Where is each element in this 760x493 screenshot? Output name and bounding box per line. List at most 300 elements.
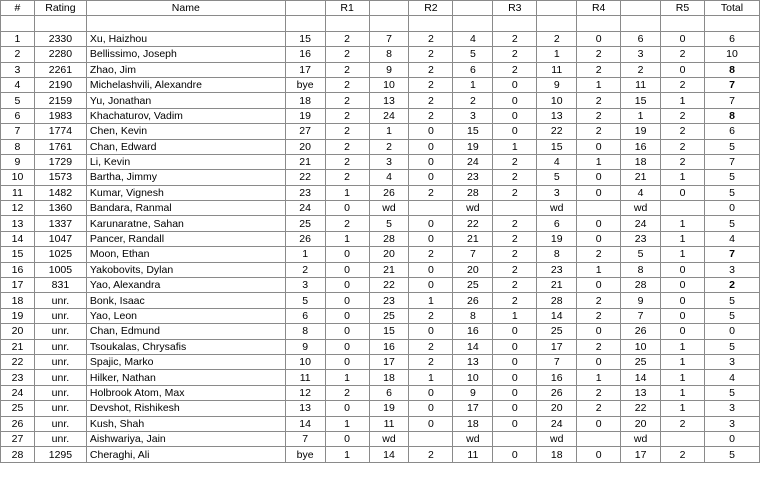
player-number-cell: 11 xyxy=(1,185,35,200)
total-cell: 0 xyxy=(704,324,759,339)
total-cell: 0 xyxy=(704,201,759,216)
r5-opponent-cell: 16 xyxy=(621,139,661,154)
rating-cell: unr. xyxy=(34,370,86,385)
player-name-cell: Kumar, Vignesh xyxy=(86,185,285,200)
r5-score-cell: 2 xyxy=(661,108,705,123)
table-row xyxy=(1,370,760,385)
r2-score-cell: 2 xyxy=(409,339,453,354)
r1-opponent-cell: 20 xyxy=(285,139,325,154)
table-row xyxy=(1,278,760,293)
r1-score-cell: 2 xyxy=(325,170,369,185)
player-number-cell: 24 xyxy=(1,385,35,400)
player-name-cell: Yao, Alexandra xyxy=(86,278,285,293)
r3-opponent-cell: 1 xyxy=(453,77,493,92)
r1-score-cell: 2 xyxy=(325,47,369,62)
r5-opponent-cell: 7 xyxy=(621,308,661,323)
total-cell: 0 xyxy=(704,431,759,446)
r5-score-cell: 2 xyxy=(661,447,705,462)
table-row xyxy=(1,247,760,262)
r5-opponent-cell: 22 xyxy=(621,401,661,416)
r5-score-cell: 0 xyxy=(661,185,705,200)
r3-opponent-cell: 24 xyxy=(453,154,493,169)
player-name-cell: Yu, Jonathan xyxy=(86,93,285,108)
r4-score-cell: 0 xyxy=(577,231,621,246)
player-name-cell: Bandara, Ranmal xyxy=(86,201,285,216)
player-name-cell: Kush, Shah xyxy=(86,416,285,431)
r5-opponent-cell: wd xyxy=(621,431,661,446)
r5-opponent-cell: 2 xyxy=(621,62,661,77)
table-row xyxy=(1,170,760,185)
player-number-cell: 27 xyxy=(1,431,35,446)
r3-opponent-cell: 7 xyxy=(453,247,493,262)
r3-opponent-cell: 26 xyxy=(453,293,493,308)
r2-opponent-cell: 28 xyxy=(369,231,409,246)
rating-cell: 1360 xyxy=(34,201,86,216)
player-number-cell: 8 xyxy=(1,139,35,154)
r1-score-cell: 1 xyxy=(325,447,369,462)
rating-cell: 1295 xyxy=(34,447,86,462)
r2-score-cell: 2 xyxy=(409,77,453,92)
r1-opponent-cell: 5 xyxy=(285,293,325,308)
player-number-cell: 17 xyxy=(1,278,35,293)
rating-cell: unr. xyxy=(34,354,86,369)
r5-opponent-cell: 11 xyxy=(621,77,661,92)
col-header-r1-opponent xyxy=(285,1,325,16)
r2-opponent-cell: 18 xyxy=(369,370,409,385)
table-row xyxy=(1,31,760,46)
player-number-cell: 4 xyxy=(1,77,35,92)
col-header-r3-opponent xyxy=(453,1,493,16)
player-name-cell: Bartha, Jimmy xyxy=(86,170,285,185)
r2-opponent-cell: 17 xyxy=(369,354,409,369)
r2-opponent-cell: 14 xyxy=(369,447,409,462)
table-row xyxy=(1,216,760,231)
r1-score-cell: 2 xyxy=(325,154,369,169)
total-cell: 6 xyxy=(704,31,759,46)
r4-score-cell: 0 xyxy=(577,216,621,231)
total-cell: 5 xyxy=(704,170,759,185)
r2-score-cell: 2 xyxy=(409,93,453,108)
table-row xyxy=(1,108,760,123)
r1-opponent-cell: 7 xyxy=(285,431,325,446)
r2-score-cell: 0 xyxy=(409,262,453,277)
table-row xyxy=(1,385,760,400)
r4-opponent-cell: wd xyxy=(537,431,577,446)
r2-score-cell: 0 xyxy=(409,401,453,416)
player-name-cell: Michelashvili, Alexandre xyxy=(86,77,285,92)
col-header-r5: R5 xyxy=(661,1,705,16)
r3-opponent-cell: 2 xyxy=(453,93,493,108)
player-name-cell: Chan, Edward xyxy=(86,139,285,154)
r2-opponent-cell: 3 xyxy=(369,154,409,169)
r4-opponent-cell: 5 xyxy=(537,170,577,185)
r5-opponent-cell: 10 xyxy=(621,339,661,354)
col-header-name: Name xyxy=(86,1,285,16)
player-number-cell: 16 xyxy=(1,262,35,277)
total-cell: 5 xyxy=(704,293,759,308)
r4-opponent-cell: 13 xyxy=(537,108,577,123)
total-cell: 4 xyxy=(704,231,759,246)
r2-opponent-cell: 23 xyxy=(369,293,409,308)
r2-opponent-cell: 6 xyxy=(369,385,409,400)
total-cell: 7 xyxy=(704,77,759,92)
r5-score-cell: 1 xyxy=(661,216,705,231)
r5-score-cell: 0 xyxy=(661,31,705,46)
player-name-cell: Tsoukalas, Chrysafis xyxy=(86,339,285,354)
r1-opponent-cell: 21 xyxy=(285,154,325,169)
r3-opponent-cell: 16 xyxy=(453,324,493,339)
r3-score-cell: 0 xyxy=(493,416,537,431)
col-header-r2: R2 xyxy=(409,1,453,16)
r2-opponent-cell: 13 xyxy=(369,93,409,108)
rating-cell: 831 xyxy=(34,278,86,293)
r5-score-cell: 1 xyxy=(661,354,705,369)
rating-cell: unr. xyxy=(34,293,86,308)
r4-opponent-cell: 18 xyxy=(537,447,577,462)
r4-score-cell: 0 xyxy=(577,447,621,462)
r1-opponent-cell: 16 xyxy=(285,47,325,62)
r2-opponent-cell: wd xyxy=(369,431,409,446)
table-row xyxy=(1,47,760,62)
r3-opponent-cell: 3 xyxy=(453,108,493,123)
r1-score-cell: 0 xyxy=(325,308,369,323)
r2-opponent-cell: 1 xyxy=(369,124,409,139)
r4-score-cell: 2 xyxy=(577,108,621,123)
r2-score-cell: 0 xyxy=(409,154,453,169)
r3-score-cell: 0 xyxy=(493,370,537,385)
table-row xyxy=(1,401,760,416)
r4-opponent-cell: 20 xyxy=(537,401,577,416)
r3-opponent-cell: 19 xyxy=(453,139,493,154)
total-cell: 7 xyxy=(704,93,759,108)
r3-score-cell: 2 xyxy=(493,293,537,308)
r2-score-cell: 2 xyxy=(409,47,453,62)
player-name-cell: Karunaratne, Sahan xyxy=(86,216,285,231)
table-row xyxy=(1,139,760,154)
player-name-cell: Aishwariya, Jain xyxy=(86,431,285,446)
r2-opponent-cell: 21 xyxy=(369,262,409,277)
table-row xyxy=(1,201,760,216)
r5-score-cell: 1 xyxy=(661,93,705,108)
r3-score-cell: 2 xyxy=(493,154,537,169)
r1-score-cell: 0 xyxy=(325,262,369,277)
r4-opponent-cell: 6 xyxy=(537,216,577,231)
r3-score-cell: 0 xyxy=(493,108,537,123)
total-cell: 10 xyxy=(704,47,759,62)
r4-opponent-cell: 1 xyxy=(537,47,577,62)
r2-score-cell: 0 xyxy=(409,278,453,293)
r1-opponent-cell: 22 xyxy=(285,170,325,185)
r3-score-cell: 2 xyxy=(493,231,537,246)
r1-score-cell: 2 xyxy=(325,62,369,77)
table-row xyxy=(1,293,760,308)
r5-opponent-cell: 24 xyxy=(621,216,661,231)
player-name-cell: Cheraghi, Ali xyxy=(86,447,285,462)
r5-score-cell: 2 xyxy=(661,154,705,169)
r1-opponent-cell: 8 xyxy=(285,324,325,339)
r5-opponent-cell: 15 xyxy=(621,93,661,108)
r5-opponent-cell: 17 xyxy=(621,447,661,462)
r2-score-cell: 0 xyxy=(409,385,453,400)
r3-opponent-cell: 18 xyxy=(453,416,493,431)
rating-cell: unr. xyxy=(34,308,86,323)
r2-score-cell: 2 xyxy=(409,31,453,46)
r1-score-cell: 0 xyxy=(325,278,369,293)
r4-opponent-cell: wd xyxy=(537,201,577,216)
r1-score-cell: 0 xyxy=(325,247,369,262)
r4-opponent-cell: 17 xyxy=(537,339,577,354)
rating-cell: 1337 xyxy=(34,216,86,231)
player-name-cell: Xu, Haizhou xyxy=(86,31,285,46)
r1-opponent-cell: 15 xyxy=(285,31,325,46)
table-row xyxy=(1,339,760,354)
table-row xyxy=(1,447,760,462)
r3-score-cell: 0 xyxy=(493,93,537,108)
player-name-cell: Bellissimo, Joseph xyxy=(86,47,285,62)
player-name-cell: Hilker, Nathan xyxy=(86,370,285,385)
r2-opponent-cell: 25 xyxy=(369,308,409,323)
col-header-r3: R3 xyxy=(493,1,537,16)
r1-score-cell: 0 xyxy=(325,339,369,354)
r1-opponent-cell: 26 xyxy=(285,231,325,246)
r2-opponent-cell: 26 xyxy=(369,185,409,200)
r3-score-cell xyxy=(493,201,537,216)
r1-opponent-cell: 18 xyxy=(285,93,325,108)
r4-score-cell: 2 xyxy=(577,62,621,77)
rating-cell: 2159 xyxy=(34,93,86,108)
player-number-cell: 21 xyxy=(1,339,35,354)
rating-cell: 2190 xyxy=(34,77,86,92)
total-cell: 5 xyxy=(704,308,759,323)
r3-opponent-cell: 11 xyxy=(453,447,493,462)
total-cell: 3 xyxy=(704,354,759,369)
player-name-cell: Spajic, Marko xyxy=(86,354,285,369)
rating-cell: unr. xyxy=(34,385,86,400)
r5-opponent-cell: 18 xyxy=(621,154,661,169)
r1-score-cell: 2 xyxy=(325,108,369,123)
r4-score-cell: 2 xyxy=(577,124,621,139)
rating-cell: unr. xyxy=(34,339,86,354)
r2-opponent-cell: 20 xyxy=(369,247,409,262)
r3-score-cell: 0 xyxy=(493,385,537,400)
r5-score-cell: 2 xyxy=(661,124,705,139)
r5-score-cell: 1 xyxy=(661,247,705,262)
r4-opponent-cell: 7 xyxy=(537,354,577,369)
r2-score-cell: 2 xyxy=(409,447,453,462)
r1-score-cell: 1 xyxy=(325,231,369,246)
r1-score-cell: 2 xyxy=(325,93,369,108)
r5-opponent-cell: 19 xyxy=(621,124,661,139)
table-row xyxy=(1,185,760,200)
r4-score-cell: 0 xyxy=(577,416,621,431)
rating-cell: 1047 xyxy=(34,231,86,246)
r4-score-cell: 0 xyxy=(577,139,621,154)
r4-score-cell: 0 xyxy=(577,185,621,200)
rating-cell: 1983 xyxy=(34,108,86,123)
r4-opponent-cell: 4 xyxy=(537,154,577,169)
player-number-cell: 12 xyxy=(1,201,35,216)
table-row xyxy=(1,154,760,169)
r2-score-cell: 0 xyxy=(409,416,453,431)
col-header-rating: Rating xyxy=(34,1,86,16)
r3-opponent-cell: 22 xyxy=(453,216,493,231)
total-cell: 8 xyxy=(704,108,759,123)
total-cell: 7 xyxy=(704,247,759,262)
player-name-cell: Holbrook Atom, Max xyxy=(86,385,285,400)
rating-cell: 1774 xyxy=(34,124,86,139)
r2-opponent-cell: 8 xyxy=(369,47,409,62)
r3-score-cell: 0 xyxy=(493,124,537,139)
table-row xyxy=(1,124,760,139)
col-header-total: Total xyxy=(704,1,759,16)
player-name-cell: Moon, Ethan xyxy=(86,247,285,262)
r3-score-cell: 0 xyxy=(493,77,537,92)
r2-score-cell: 2 xyxy=(409,108,453,123)
r2-opponent-cell: 15 xyxy=(369,324,409,339)
header-row xyxy=(1,1,760,16)
col-header-r1: R1 xyxy=(325,1,369,16)
r2-score-cell: 1 xyxy=(409,370,453,385)
col-header-r5-opponent xyxy=(621,1,661,16)
rating-cell: 2280 xyxy=(34,47,86,62)
r3-score-cell: 2 xyxy=(493,262,537,277)
r4-opponent-cell: 26 xyxy=(537,385,577,400)
player-number-cell: 10 xyxy=(1,170,35,185)
player-number-cell: 13 xyxy=(1,216,35,231)
table-row xyxy=(1,308,760,323)
r5-opponent-cell: 5 xyxy=(621,247,661,262)
total-cell: 8 xyxy=(704,62,759,77)
r1-score-cell: 2 xyxy=(325,216,369,231)
r4-score-cell xyxy=(577,201,621,216)
table-row xyxy=(1,231,760,246)
r1-opponent-cell: 25 xyxy=(285,216,325,231)
player-name-cell: Bonk, Isaac xyxy=(86,293,285,308)
r5-score-cell: 0 xyxy=(661,293,705,308)
r2-opponent-cell: 16 xyxy=(369,339,409,354)
r4-score-cell: 0 xyxy=(577,278,621,293)
r2-opponent-cell: 19 xyxy=(369,401,409,416)
rating-cell: 2261 xyxy=(34,62,86,77)
total-cell: 5 xyxy=(704,139,759,154)
r4-opponent-cell: 21 xyxy=(537,278,577,293)
player-number-cell: 3 xyxy=(1,62,35,77)
r2-score-cell: 0 xyxy=(409,170,453,185)
player-name-cell: Li, Kevin xyxy=(86,154,285,169)
r1-opponent-cell: bye xyxy=(285,77,325,92)
col-header-r2-opponent xyxy=(369,1,409,16)
table-row xyxy=(1,62,760,77)
table-row xyxy=(1,354,760,369)
r1-opponent-cell: 1 xyxy=(285,247,325,262)
player-number-cell: 22 xyxy=(1,354,35,369)
r1-opponent-cell: 6 xyxy=(285,308,325,323)
r1-score-cell: 2 xyxy=(325,31,369,46)
r4-score-cell: 2 xyxy=(577,339,621,354)
r5-opponent-cell: 9 xyxy=(621,293,661,308)
rating-cell: unr. xyxy=(34,324,86,339)
player-name-cell: Devshot, Rishikesh xyxy=(86,401,285,416)
r2-opponent-cell: 7 xyxy=(369,31,409,46)
r4-score-cell: 2 xyxy=(577,247,621,262)
r2-opponent-cell: 10 xyxy=(369,77,409,92)
r4-score-cell: 0 xyxy=(577,354,621,369)
r4-opponent-cell: 10 xyxy=(537,93,577,108)
blank-row xyxy=(1,16,760,31)
r5-opponent-cell: 3 xyxy=(621,47,661,62)
total-cell: 3 xyxy=(704,262,759,277)
r4-score-cell: 2 xyxy=(577,293,621,308)
r1-score-cell: 0 xyxy=(325,293,369,308)
r4-opponent-cell: 8 xyxy=(537,247,577,262)
r5-score-cell: 1 xyxy=(661,339,705,354)
r3-score-cell: 2 xyxy=(493,185,537,200)
total-cell: 5 xyxy=(704,339,759,354)
total-cell: 5 xyxy=(704,447,759,462)
player-number-cell: 18 xyxy=(1,293,35,308)
rating-cell: 1573 xyxy=(34,170,86,185)
total-cell: 7 xyxy=(704,154,759,169)
table-row xyxy=(1,416,760,431)
r5-opponent-cell: 23 xyxy=(621,231,661,246)
r3-score-cell: 2 xyxy=(493,31,537,46)
table-row xyxy=(1,262,760,277)
r5-score-cell xyxy=(661,201,705,216)
r5-opponent-cell: 8 xyxy=(621,262,661,277)
r1-score-cell: 0 xyxy=(325,201,369,216)
total-cell: 5 xyxy=(704,385,759,400)
r1-opponent-cell: 9 xyxy=(285,339,325,354)
total-cell: 5 xyxy=(704,216,759,231)
total-cell: 4 xyxy=(704,370,759,385)
r3-opponent-cell: wd xyxy=(453,201,493,216)
r1-opponent-cell: 23 xyxy=(285,185,325,200)
total-cell: 2 xyxy=(704,278,759,293)
r3-score-cell: 2 xyxy=(493,216,537,231)
col-header-number: # xyxy=(1,1,35,16)
r5-opponent-cell: 1 xyxy=(621,108,661,123)
r1-opponent-cell: 2 xyxy=(285,262,325,277)
r1-opponent-cell: 3 xyxy=(285,278,325,293)
r5-score-cell: 0 xyxy=(661,262,705,277)
rating-cell: unr. xyxy=(34,416,86,431)
r2-opponent-cell: 11 xyxy=(369,416,409,431)
r5-score-cell: 0 xyxy=(661,324,705,339)
r4-score-cell: 0 xyxy=(577,324,621,339)
rating-cell: 1761 xyxy=(34,139,86,154)
r1-opponent-cell: 10 xyxy=(285,354,325,369)
r2-opponent-cell: wd xyxy=(369,201,409,216)
r5-opponent-cell: 28 xyxy=(621,278,661,293)
rating-cell: 1729 xyxy=(34,154,86,169)
r5-opponent-cell: 26 xyxy=(621,324,661,339)
r1-opponent-cell: 27 xyxy=(285,124,325,139)
r4-opponent-cell: 24 xyxy=(537,416,577,431)
r1-score-cell: 1 xyxy=(325,370,369,385)
r1-opponent-cell: 13 xyxy=(285,401,325,416)
player-number-cell: 1 xyxy=(1,31,35,46)
r2-opponent-cell: 22 xyxy=(369,278,409,293)
r5-opponent-cell: 4 xyxy=(621,185,661,200)
r5-opponent-cell: 6 xyxy=(621,31,661,46)
r5-score-cell: 2 xyxy=(661,47,705,62)
r2-score-cell: 0 xyxy=(409,139,453,154)
r3-opponent-cell: 9 xyxy=(453,385,493,400)
r4-opponent-cell: 15 xyxy=(537,139,577,154)
r2-score-cell: 0 xyxy=(409,231,453,246)
r1-opponent-cell: 11 xyxy=(285,370,325,385)
r3-score-cell xyxy=(493,431,537,446)
